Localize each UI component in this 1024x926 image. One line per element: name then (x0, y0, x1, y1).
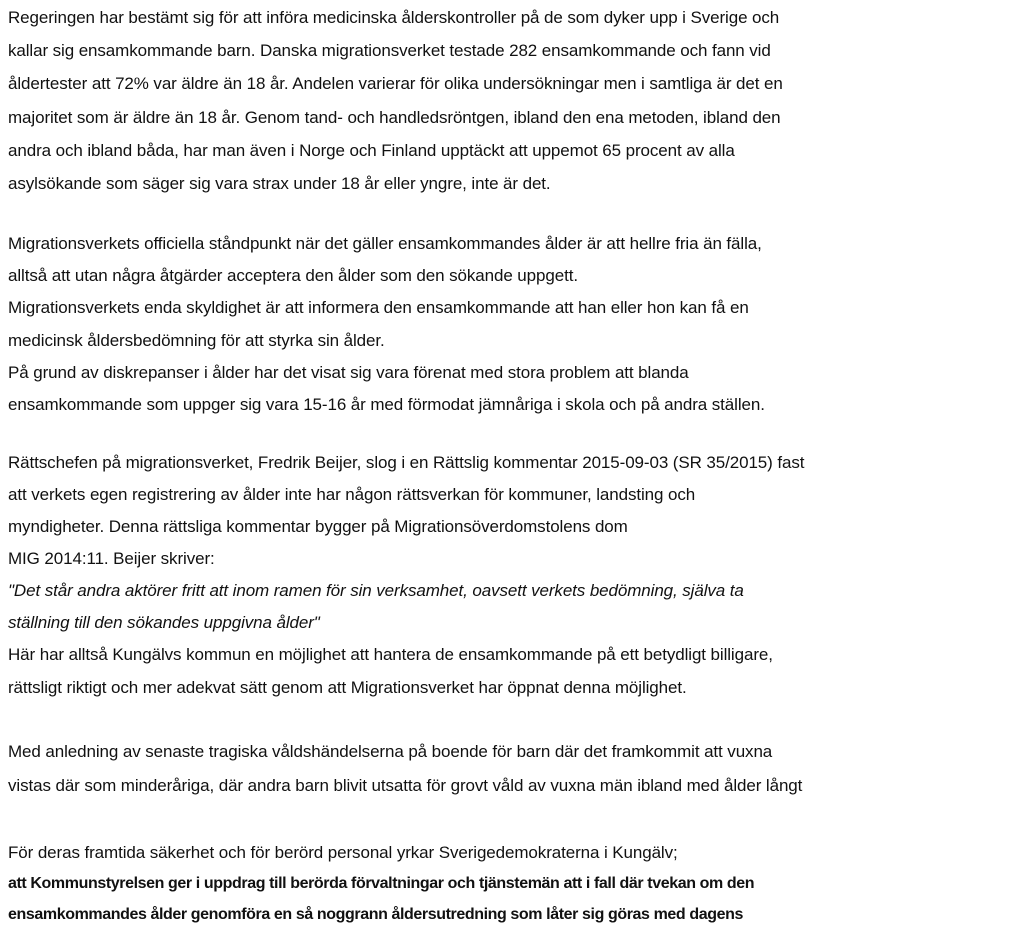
text-line: Rättschefen på migrationsverket, Fredrik Beijer, slog i en Rättslig kommentar 2015-09-03 (SR 35/2015) fast (8, 453, 805, 472)
text-line: medicinsk åldersbedömning för att styrka sin ålder. (8, 331, 385, 350)
text-line: Här har alltså Kungälvs kommun en möjlighet att hantera de ensamkommande på ett betydligt billigare, (8, 645, 773, 664)
motion-line: ensamkommandes ålder genomföra en så noggrann åldersutredning som låter sig göras med dagens (8, 906, 743, 923)
text-line: Migrationsverkets officiella ståndpunkt när det gäller ensamkommandes ålder är att hellre fria än fälla, (8, 234, 762, 253)
text-line: myndigheter. Denna rättsliga kommentar bygger på Migrationsöverdomstolens dom (8, 517, 628, 536)
quote-line: "Det står andra aktörer fritt att inom ramen för sin verksamhet, oavsett verkets bedömning, själva ta (8, 581, 744, 600)
text-line: att verkets egen registrering av ålder inte har någon rättsverkan för kommuner, landsting och (8, 485, 696, 504)
text-line: kallar sig ensamkommande barn. Danska migrationsverket testade 282 ensamkommande och fann vid (8, 41, 771, 60)
motion-line: att Kommunstyrelsen ger i uppdrag till berörda förvaltningar och tjänstemän att i fall där tvekan om den (8, 875, 755, 892)
text-line: andra och ibland båda, har man även i Norge och Finland upptäckt att uppemot 65 procent av alla (8, 141, 735, 160)
text-line: majoritet som är äldre än 18 år. Genom tand- och handledsröntgen, ibland den ena metoden, ibland den (8, 108, 781, 127)
text-line: Med anledning av senaste tragiska våldshändelserna på boende för barn där det framkommit att vuxna (8, 742, 773, 761)
text-line: Migrationsverkets enda skyldighet är att informera den ensamkommande att han eller hon kan få en (8, 298, 749, 317)
text-line: MIG 2014:11. Beijer skriver: (8, 549, 215, 568)
text-line: åldertester att 72% var äldre än 18 år. Andelen varierar för olika undersökningar men i samtliga är det en (8, 74, 783, 93)
text-line: vistas där som minderåriga, där andra barn blivit utsatta för grovt våld av vuxna män ibland med ålder långt (8, 776, 803, 795)
text-line: ensamkommande som uppger sig vara 15-16 år med förmodat jämnåriga i skola och på andra ställen. (8, 395, 765, 414)
quote-line: ställning till den sökandes uppgivna ålder" (8, 613, 320, 632)
text-line: För deras framtida säkerhet och för berörd personal yrkar Sverigedemokraterna i Kungälv; (8, 843, 678, 862)
text-line: rättsligt riktigt och mer adekvat sätt genom att Migrationsverket har öppnat denna möjlighet. (8, 678, 687, 697)
text-line: alltså att utan några åtgärder acceptera den ålder som den sökande uppgett. (8, 266, 578, 285)
text-line: På grund av diskrepanser i ålder har det visat sig vara förenat med stora problem att blanda (8, 363, 689, 382)
text-line: Regeringen har bestämt sig för att införa medicinska ålderskontroller på de som dyker upp i Sverige och (8, 8, 780, 27)
text-line: asylsökande som säger sig vara strax under 18 år eller yngre, inte är det. (8, 174, 551, 193)
